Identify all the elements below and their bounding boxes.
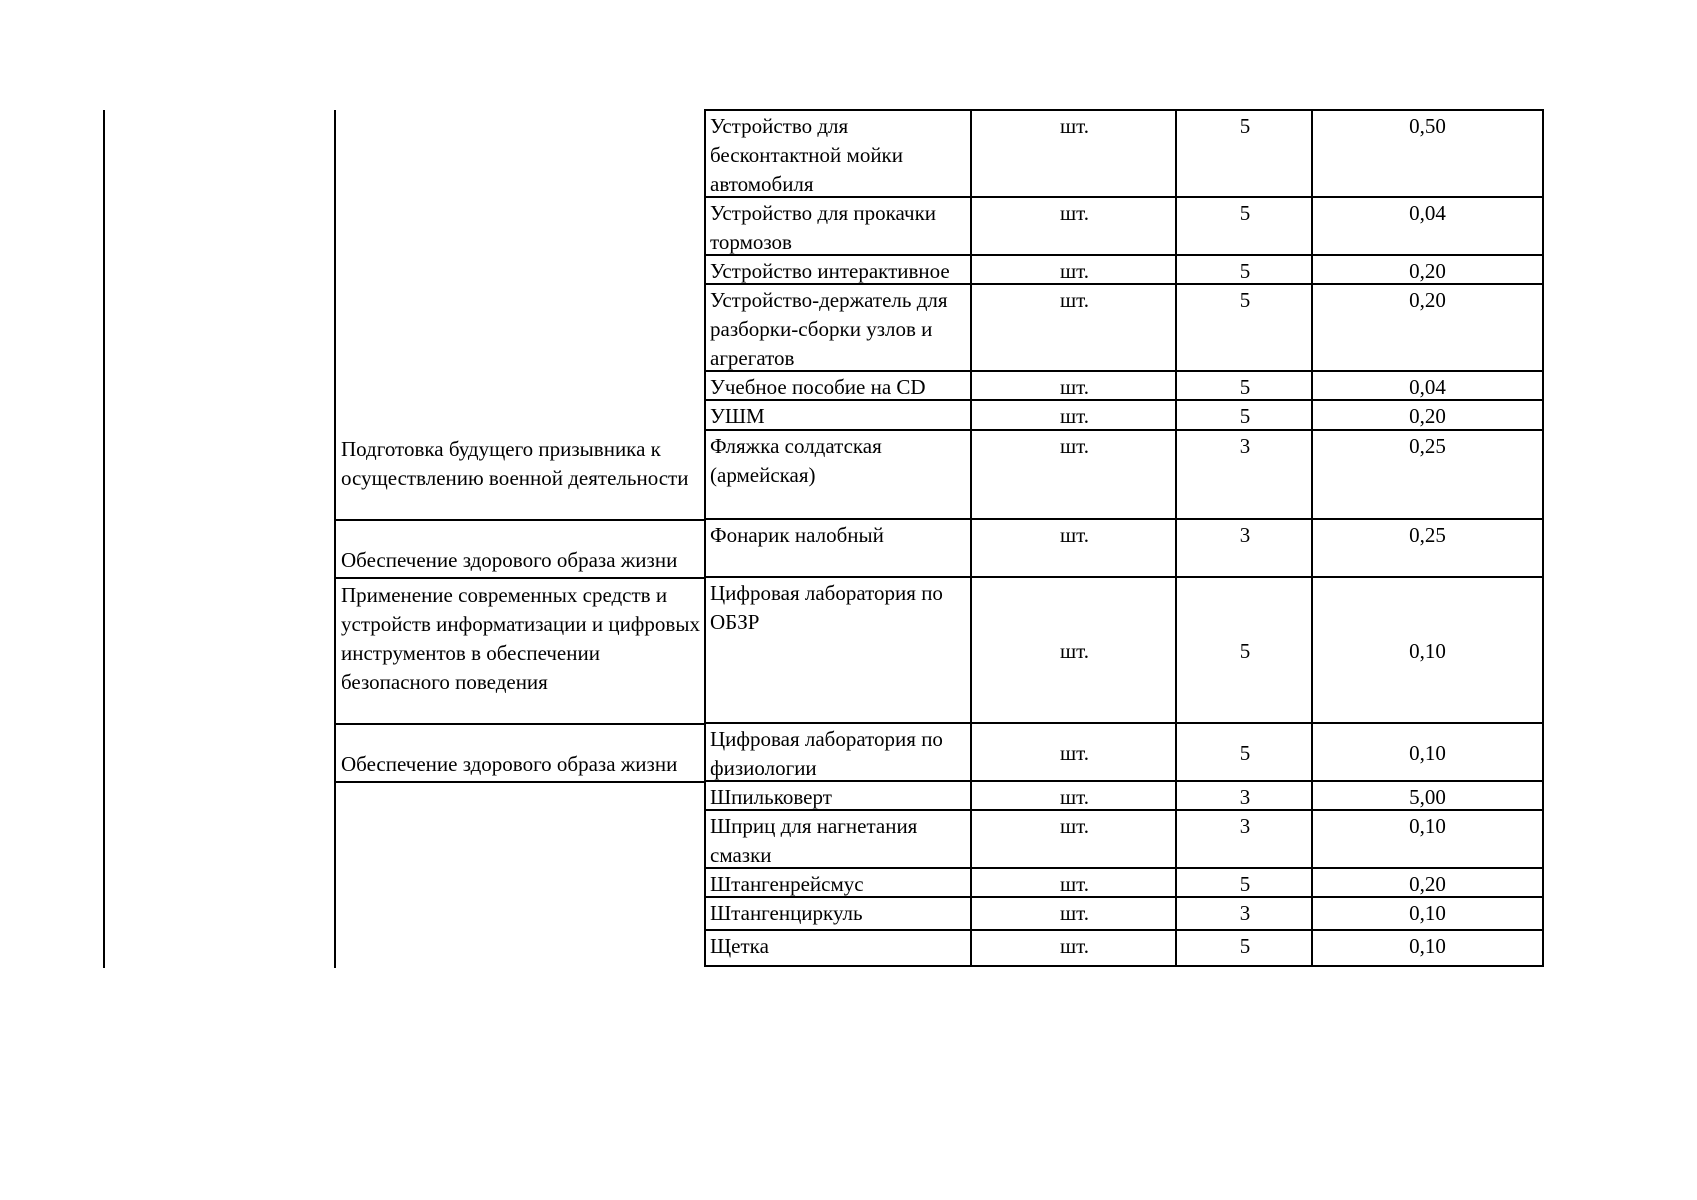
item-qty: 5: [1239, 934, 1251, 958]
section-divider: [334, 781, 706, 783]
item-qty: 5: [1239, 288, 1251, 312]
item-name-cell: [704, 576, 972, 724]
item-qty-cell: [1175, 722, 1313, 782]
item-name: Цифровая лаборатория по физиологии: [710, 727, 943, 780]
item-qty-cell: [1175, 780, 1313, 811]
item-qty: 5: [1239, 740, 1251, 765]
item-value: 0,20: [1409, 288, 1446, 312]
item-value-cell: [1311, 196, 1544, 256]
item-name: УШМ: [710, 404, 765, 428]
table-left-border: [103, 110, 105, 968]
item-value: 0,50: [1409, 114, 1446, 138]
item-name: Цифровая лаборатория по ОБЗР: [710, 581, 943, 634]
item-name-cell: [704, 429, 972, 520]
item-name: Устройство для прокачки тормозов: [710, 201, 937, 254]
section-cell: [336, 579, 705, 723]
item-value-cell: [1311, 109, 1544, 198]
item-unit-cell: [970, 780, 1177, 811]
item-qty-cell: [1175, 896, 1313, 931]
item-name: Устройство интерактивное: [710, 259, 950, 283]
item-name-cell: [704, 896, 972, 931]
item-unit: шт.: [1059, 375, 1090, 399]
item-unit: шт.: [1059, 934, 1090, 958]
item-unit: шт.: [1059, 901, 1090, 925]
item-value: 0,10: [1409, 934, 1446, 958]
item-name: Устройство-держатель для разборки-сборки узлов и агрегатов: [710, 288, 948, 370]
item-qty-cell: [1175, 196, 1313, 256]
item-qty-cell: [1175, 809, 1313, 869]
item-value-cell: [1311, 370, 1544, 401]
item-qty-cell: [1175, 399, 1313, 431]
item-unit: шт.: [1059, 872, 1090, 896]
item-qty-cell: [1175, 576, 1313, 724]
item-qty: 3: [1239, 814, 1251, 838]
item-value-cell: [1311, 896, 1544, 931]
item-qty: 5: [1239, 404, 1251, 428]
item-qty: 3: [1239, 901, 1251, 925]
item-value-cell: [1311, 780, 1544, 811]
item-name-cell: [704, 254, 972, 285]
item-name-cell: [704, 283, 972, 372]
item-name-cell: [704, 518, 972, 578]
item-unit-cell: [970, 809, 1177, 869]
item-name: Штангенрейсмус: [710, 872, 864, 896]
item-value: 0,10: [1409, 638, 1446, 663]
item-value: 0,20: [1409, 259, 1446, 283]
item-qty-cell: [1175, 867, 1313, 898]
item-unit: шт.: [1059, 785, 1090, 809]
item-unit-cell: [970, 929, 1177, 967]
item-name: Штангенциркуль: [710, 901, 863, 925]
item-name-cell: [704, 399, 972, 431]
item-qty-cell: [1175, 929, 1313, 967]
item-unit: шт.: [1059, 259, 1090, 283]
item-unit-cell: [970, 254, 1177, 285]
item-qty: 3: [1239, 434, 1251, 458]
item-qty-cell: [1175, 429, 1313, 520]
item-unit-cell: [970, 399, 1177, 431]
item-unit: шт.: [1059, 740, 1090, 765]
item-unit: шт.: [1059, 434, 1090, 458]
item-value-cell: [1311, 722, 1544, 782]
item-name: Фляжка солдатская (армейская): [710, 434, 882, 487]
item-unit-cell: [970, 196, 1177, 256]
item-qty-cell: [1175, 254, 1313, 285]
item-qty: 5: [1239, 201, 1251, 225]
item-qty-cell: [1175, 109, 1313, 198]
item-name-cell: [704, 722, 972, 782]
item-value: 0,04: [1409, 375, 1446, 399]
item-name: Шпильковерт: [710, 785, 832, 809]
item-value-cell: [1311, 283, 1544, 372]
item-unit: шт.: [1059, 114, 1090, 138]
item-unit-cell: [970, 576, 1177, 724]
item-name-cell: [704, 196, 972, 256]
item-unit: шт.: [1059, 404, 1090, 428]
section-cell: [336, 521, 705, 578]
item-unit: шт.: [1059, 288, 1090, 312]
section-label: Подготовка будущего призывника к осуществлению военной деятельности: [341, 437, 689, 490]
item-unit: шт.: [1059, 638, 1090, 663]
item-name-cell: [704, 809, 972, 869]
section-label: Применение современных средств и устройств информатизации и цифровых инструментов в обеспечении безопасного поведения: [341, 583, 700, 694]
item-value: 0,10: [1409, 814, 1446, 838]
item-unit-cell: [970, 429, 1177, 520]
item-qty-cell: [1175, 283, 1313, 372]
item-qty: 5: [1239, 114, 1251, 138]
item-value-cell: [1311, 429, 1544, 520]
item-value: 0,25: [1409, 523, 1446, 547]
item-name-cell: [704, 867, 972, 898]
item-unit: шт.: [1059, 201, 1090, 225]
item-unit-cell: [970, 370, 1177, 401]
section-label: Обеспечение здорового образа жизни: [341, 548, 678, 572]
item-unit-cell: [970, 896, 1177, 931]
item-qty: 3: [1239, 785, 1251, 809]
item-name: Фонарик налобный: [710, 523, 884, 547]
item-unit-cell: [970, 722, 1177, 782]
section-label: Обеспечение здорового образа жизни: [341, 752, 678, 776]
item-value: 0,10: [1409, 740, 1446, 765]
item-value-cell: [1311, 576, 1544, 724]
item-name: Учебное пособие на CD: [710, 375, 926, 399]
item-unit-cell: [970, 867, 1177, 898]
item-qty: 5: [1239, 375, 1251, 399]
item-unit: шт.: [1059, 523, 1090, 547]
item-name: Устройство для бесконтактной мойки автомобиля: [710, 114, 903, 196]
item-name-cell: [704, 929, 972, 967]
item-value-cell: [1311, 809, 1544, 869]
item-value: 0,20: [1409, 404, 1446, 428]
item-qty: 5: [1239, 638, 1251, 663]
item-qty-cell: [1175, 370, 1313, 401]
item-value: 0,25: [1409, 434, 1446, 458]
item-name: Щетка: [710, 934, 769, 958]
item-name: Шприц для нагнетания смазки: [710, 814, 918, 867]
item-value-cell: [1311, 399, 1544, 431]
item-unit-cell: [970, 283, 1177, 372]
item-unit-cell: [970, 109, 1177, 198]
item-value: 5,00: [1409, 785, 1446, 809]
item-qty: 5: [1239, 872, 1251, 896]
item-name-cell: [704, 370, 972, 401]
item-unit-cell: [970, 518, 1177, 578]
item-unit: шт.: [1059, 814, 1090, 838]
item-value: 0,20: [1409, 872, 1446, 896]
item-qty-cell: [1175, 518, 1313, 578]
item-value-cell: [1311, 867, 1544, 898]
item-value-cell: [1311, 929, 1544, 967]
item-value-cell: [1311, 254, 1544, 285]
section-cell: [336, 725, 705, 782]
item-qty: 5: [1239, 259, 1251, 283]
section-cell: [336, 433, 705, 520]
item-qty: 3: [1239, 523, 1251, 547]
item-value-cell: [1311, 518, 1544, 578]
item-value: 0,04: [1409, 201, 1446, 225]
item-value: 0,10: [1409, 901, 1446, 925]
item-name-cell: [704, 780, 972, 811]
item-name-cell: [704, 109, 972, 198]
